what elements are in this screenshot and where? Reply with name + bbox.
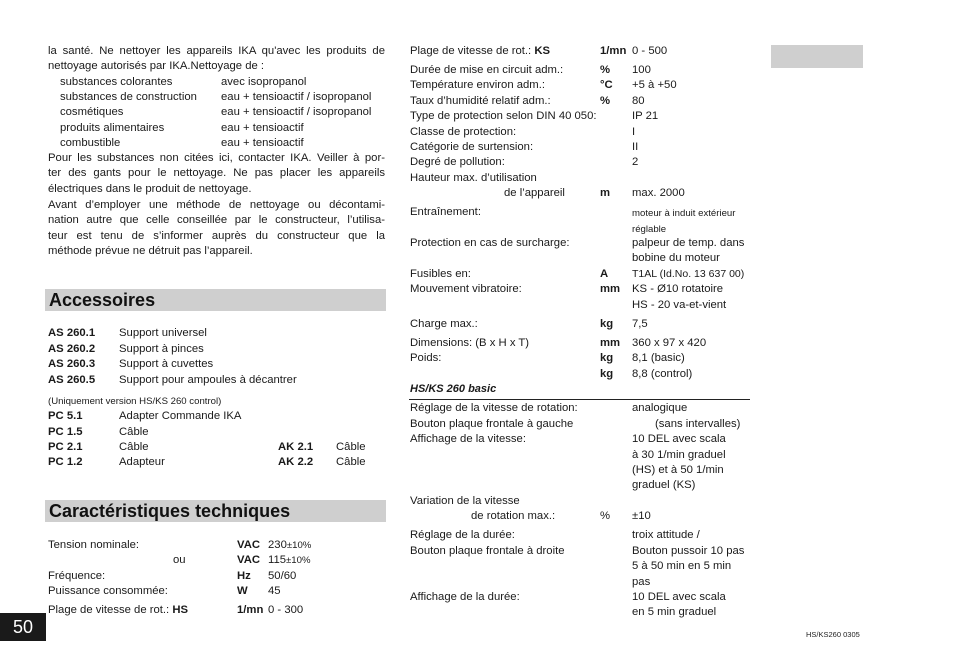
spec-label: Protection en cas de surcharge: — [410, 237, 570, 249]
specs-heading: Caractéristiques techniques — [45, 500, 386, 522]
spec-value: troix attitude / — [632, 529, 700, 541]
spec-unit: m — [600, 187, 611, 199]
spec-label: Tension nominale: — [48, 539, 140, 551]
agent-label: eau + tensioactif — [221, 137, 304, 149]
spec-value: moteur à induit extérieur — [632, 208, 736, 219]
accessory-code: PC 1.5 — [48, 426, 83, 438]
spec-value: 10 DEL avec scala — [632, 591, 726, 603]
spec-label: Température environ adm.: — [410, 79, 545, 91]
spec-value: 0 - 300 — [268, 604, 304, 616]
spec-label: Dimensions: (B x H x T) — [410, 337, 530, 349]
accessory-code: PC 5.1 — [48, 410, 83, 422]
substance-label: combustible — [60, 137, 121, 149]
text-line: teur est tenu de s’informer auprès du constructeur que la — [48, 229, 385, 242]
spec-label: Affichage de la durée: — [410, 591, 520, 603]
spec-label: Hauteur max. d’utilisation — [410, 172, 537, 184]
spec-value: I — [632, 126, 636, 138]
accessory-code: AK 2.2 — [278, 456, 314, 468]
agent-label: eau + tensioactif — [221, 122, 304, 134]
cleaning-intro — [48, 44, 385, 75]
page-number: 50 — [0, 613, 46, 641]
accessory-code: AS 260.5 — [48, 374, 96, 386]
spec-label: Bouton plaque frontale à gauche — [410, 418, 574, 430]
spec-value: 115±10% — [268, 554, 311, 566]
spec-value: 45 — [268, 585, 281, 597]
spec-value: graduel (KS) — [632, 479, 696, 491]
accessory-code: AS 260.1 — [48, 327, 96, 339]
spec-label: Entraînement: — [410, 206, 481, 218]
spec-unit: W — [237, 585, 248, 597]
spec-unit: Hz — [237, 570, 251, 582]
spec-value: 80 — [632, 95, 645, 107]
spec-unit: 1/mn — [600, 45, 627, 57]
spec-label: Fusibles en: — [410, 268, 471, 280]
language-tab-marker — [771, 45, 863, 68]
accessory-code: AS 260.3 — [48, 358, 96, 370]
accessory-desc: Câble — [336, 441, 366, 453]
spec-label: Fréquence: — [48, 570, 106, 582]
accessory-desc: Support à pinces — [119, 343, 204, 355]
spec-value: en 5 min graduel — [632, 606, 717, 618]
spec-value: 360 x 97 x 420 — [632, 337, 707, 349]
spec-unit: kg — [600, 368, 614, 380]
spec-value: 50/60 — [268, 570, 297, 582]
spec-unit: % — [600, 510, 611, 522]
cleaning-paragraph-3 — [48, 198, 385, 259]
basic-section-title: HS/KS 260 basic — [410, 383, 497, 395]
spec-value: 5 à 50 min en 5 min — [632, 560, 732, 572]
spec-value: ±10 — [632, 510, 651, 522]
spec-label: Réglage de la durée: — [410, 529, 515, 541]
spec-label: Variation de la vitesse — [410, 495, 520, 507]
spec-label: ou — [173, 554, 186, 566]
accessory-code: AS 260.2 — [48, 343, 96, 355]
spec-label: Réglage de la vitesse de rotation: — [410, 402, 578, 414]
accessory-desc: Adapteur — [119, 456, 165, 468]
spec-unit: % — [600, 64, 611, 76]
spec-value: à 30 1/min graduel — [632, 449, 726, 461]
spec-value: 0 - 500 — [632, 45, 668, 57]
spec-unit: °C — [600, 79, 613, 91]
spec-value: bobine du moteur — [632, 252, 720, 264]
accessory-desc: Support pour ampoules à décantrer — [119, 374, 297, 386]
spec-unit: kg — [600, 318, 614, 330]
spec-label: Puissance consommée: — [48, 585, 168, 597]
spec-value: Bouton pussoir 10 pas — [632, 545, 745, 557]
document-code: HS/KS260 0305 — [806, 630, 860, 639]
substance-label: cosmétiques — [60, 106, 124, 118]
spec-label: Type de protection selon DIN 40 050: — [410, 110, 597, 122]
spec-value: palpeur de temp. dans — [632, 237, 745, 249]
accessory-desc: Câble — [119, 426, 149, 438]
spec-value: max. 2000 — [632, 187, 685, 199]
text-line: Avant d’employer une méthode de nettoyage ou décontami- — [48, 199, 385, 211]
text-line: ter des gants pour le nettoyage. Ne pas placer les appareils — [48, 167, 385, 180]
substance-label: produits alimentaires — [60, 122, 165, 134]
spec-value: 2 — [632, 156, 639, 168]
accessory-code: AK 2.1 — [278, 441, 314, 453]
spec-value: (sans intervalles) — [655, 418, 741, 430]
spec-value: KS - Ø10 rotatoire — [632, 283, 724, 295]
spec-label: de rotation max.: — [471, 510, 556, 522]
spec-value: 230±10% — [268, 539, 312, 551]
accessory-desc: Adapter Commande IKA — [119, 410, 242, 422]
spec-unit: kg — [600, 352, 614, 364]
spec-value: IP 21 — [632, 110, 659, 122]
spec-value: 8,8 (control) — [632, 368, 693, 380]
accessories-heading: Accessoires — [45, 289, 386, 311]
accessory-desc: Câble — [336, 456, 366, 468]
spec-label: Degré de pollution: — [410, 156, 505, 168]
accessory-code: PC 2.1 — [48, 441, 83, 453]
spec-value: 8,1 (basic) — [632, 352, 685, 364]
agent-label: eau + tensioactif / isopropanol — [221, 91, 372, 103]
spec-unit: mm — [600, 283, 621, 295]
text-line: Pour les substances non citées ici, contacter IKA. Veiller à por- — [48, 152, 385, 164]
agent-label: avec isopropanol — [221, 76, 307, 88]
spec-value: II — [632, 141, 639, 153]
spec-value: 10 DEL avec scala — [632, 433, 726, 445]
text-line: nettoyage autorisés par IKA.Nettoyage de : — [48, 60, 265, 73]
spec-label: Plage de vitesse de rot.: HS — [48, 604, 189, 616]
spec-value: 100 — [632, 64, 651, 76]
spec-value: analogique — [632, 402, 688, 414]
accessory-code: PC 1.2 — [48, 456, 83, 468]
spec-label: Taux d’humidité relatif adm.: — [410, 95, 551, 107]
accessory-desc: Câble — [119, 441, 149, 453]
spec-value: T1AL (Id.No. 13 637 00) — [632, 268, 745, 280]
spec-label: Bouton plaque frontale à droite — [410, 545, 565, 557]
spec-label: Classe de protection: — [410, 126, 517, 138]
spec-unit: VAC — [237, 539, 261, 551]
substance-label: substances colorantes — [60, 76, 173, 88]
spec-value: réglable — [632, 224, 667, 235]
spec-label: de l’appareil — [504, 187, 565, 199]
agent-label: eau + tensioactif / isopropanol — [221, 106, 372, 118]
text-line: nation autre que celle conseillée par le constructeur, l’utilisa- — [48, 214, 385, 227]
spec-unit: VAC — [237, 554, 261, 566]
spec-value: 7,5 — [632, 318, 648, 330]
spec-unit: % — [600, 95, 611, 107]
text-line: électriques dans le produit de nettoyage. — [48, 182, 252, 195]
cleaning-paragraph-2 — [48, 151, 385, 197]
substance-label: substances de construction — [60, 91, 197, 103]
spec-label: Durée de mise en circuit adm.: — [410, 64, 564, 76]
spec-label: Affichage de la vitesse: — [410, 433, 526, 445]
spec-unit: 1/mn — [237, 604, 264, 616]
control-version-note: (Uniquement version HS/KS 260 control) — [48, 396, 222, 407]
section-divider — [409, 399, 750, 400]
spec-label: Mouvement vibratoire: — [410, 283, 522, 295]
spec-value: pas — [632, 576, 651, 588]
spec-unit: A — [600, 268, 609, 280]
spec-unit: mm — [600, 337, 621, 349]
spec-value: (HS) et à 50 1/min — [632, 464, 724, 476]
accessory-desc: Support à cuvettes — [119, 358, 214, 370]
spec-value: HS - 20 va-et-vient — [632, 299, 727, 311]
text-line: la santé. Ne nettoyer les appareils IKA qu'avec les produits de — [48, 45, 385, 57]
spec-value: +5 à +50 — [632, 79, 677, 91]
spec-label: Plage de vitesse de rot.: KS — [410, 45, 551, 57]
text-line: méthode prévue ne détruit pas l’appareil. — [48, 244, 253, 257]
spec-label: Poids: — [410, 352, 442, 364]
spec-label: Charge max.: — [410, 318, 478, 330]
spec-label: Catégorie de surtension: — [410, 141, 534, 153]
accessory-desc: Support universel — [119, 327, 207, 339]
